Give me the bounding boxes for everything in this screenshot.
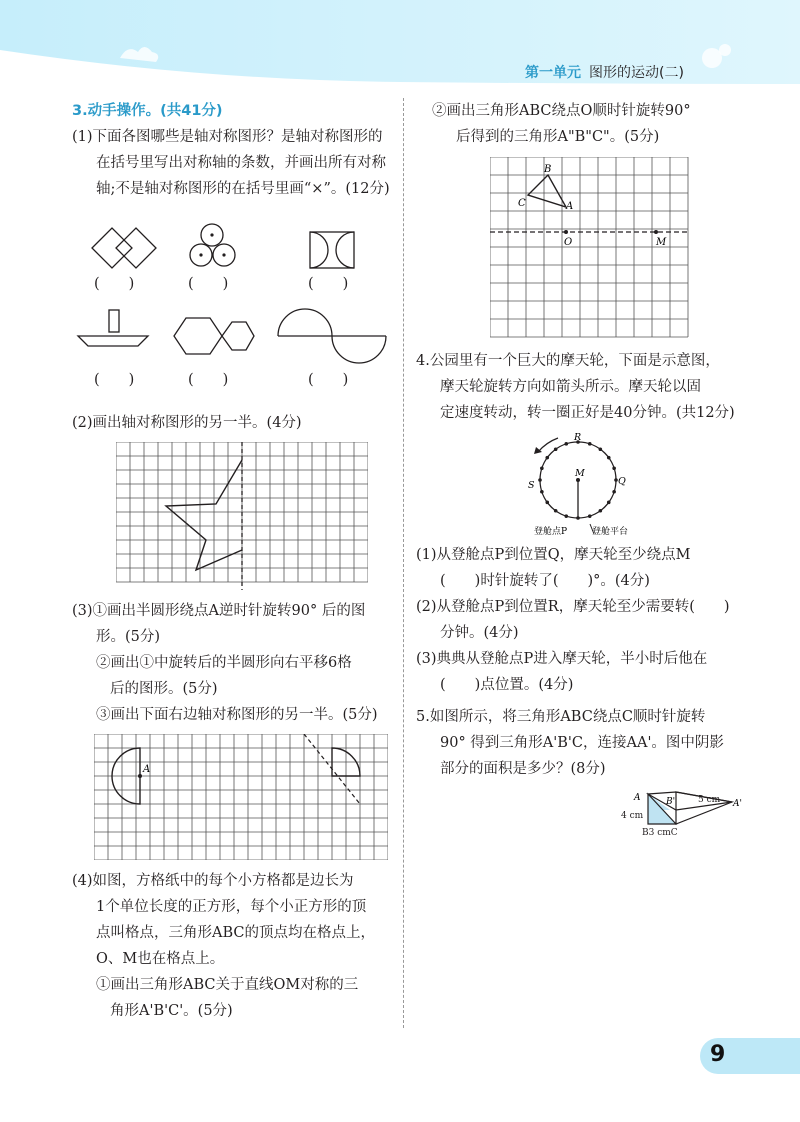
label-b-prime: B' [666, 797, 676, 807]
diamond-shape [92, 228, 132, 268]
q4-sub-line: 分钟。(4分) [440, 625, 519, 641]
q3-3 [72, 598, 392, 728]
cabin-dot [545, 456, 549, 460]
q3-4b [432, 98, 762, 150]
cabin-dot [612, 466, 616, 470]
label-m: M [656, 237, 667, 248]
cabin-dot [607, 456, 611, 460]
platform-label: 登舱平台 [592, 527, 629, 537]
q3-3-line: 后的图形。(5分) [110, 681, 218, 697]
cabin-dot [564, 442, 568, 446]
label-bottom: B3 cmC [642, 828, 678, 838]
label-c: C [518, 198, 526, 209]
q3-1-line: 轴;不是轴对称图形的在括号里画“×”。(12分) [96, 181, 390, 197]
triangle-abc [528, 175, 566, 207]
q3-4 [72, 868, 402, 1024]
q4-subquestions [416, 542, 756, 698]
arc-shape [336, 232, 354, 268]
point-m [654, 230, 658, 234]
half-star-grid [116, 442, 368, 592]
rotation-grid [94, 734, 388, 860]
q3-4-line: ①画出三角形ABC关于直线OM对称的三 [96, 977, 359, 993]
q3-3-line: ②画出①中旋转后的半圆形向右平移6格 [96, 655, 352, 671]
q3-3-line: 形。(5分) [96, 629, 161, 645]
q3-title: 3.动手操作。(共41分) [72, 103, 223, 119]
page-header [0, 0, 800, 90]
q3-4b-line: 后得到的三角形A"B"C"。(5分) [456, 129, 660, 145]
q3-1-line: (1)下面各图哪些是轴对称图形？是轴对称图形的 [72, 129, 383, 145]
q3-4b-line: ②画出三角形ABC绕点O顺时针旋转90° [432, 103, 691, 119]
cabin-dot [538, 478, 542, 482]
cabin-dot [607, 501, 611, 505]
cabin-dot [599, 447, 603, 451]
answer-blank[interactable]: ( ) [308, 372, 349, 388]
q4-sub-line: ( )时针旋转了( )°。(4分) [440, 573, 650, 589]
left-column [72, 98, 392, 202]
label-r: R [574, 432, 582, 443]
coordinate-grid [490, 157, 692, 345]
q4-sub-line: (3)典典从登舱点P进入摩天轮，半小时后他在 [416, 651, 708, 667]
point-a [138, 774, 142, 778]
point-o [564, 230, 568, 234]
label-b: B [544, 164, 552, 175]
q4 [416, 348, 756, 426]
q5-line: 90° 得到三角形A'B'C，连接AA'。图中阴影 [440, 735, 724, 751]
label-a-prime: A' [733, 799, 742, 809]
label-m: M [575, 468, 585, 479]
cabin-dot [554, 509, 558, 513]
label-a: A [143, 764, 151, 775]
answer-blank[interactable]: ( ) [188, 276, 229, 292]
square-shape [310, 232, 354, 268]
q3-1-line: 在括号里写出对称轴的条数，并画出所有对称 [96, 155, 386, 171]
header-title [525, 62, 684, 82]
answer-blank[interactable]: ( ) [308, 276, 349, 292]
cabin-dot [599, 509, 603, 513]
answer-blank[interactable]: ( ) [188, 372, 229, 388]
label-a: A [634, 793, 641, 803]
q3-4-line: (4)如图，方格纸中的每个小方格都是边长为 [72, 873, 354, 889]
hexagon-shape [174, 318, 222, 354]
label-side-5: 5 cm [698, 795, 721, 805]
boat-mast [109, 310, 119, 332]
q4-line: 摩天轮旋转方向如箭头所示。摩天轮以固 [440, 379, 701, 395]
label-side-4: 4 cm [621, 811, 644, 821]
boat-hull [78, 336, 148, 346]
label-q: Q [618, 476, 626, 487]
q3-4-line: 点叫格点，三角形ABC的顶点均在格点上， [96, 925, 375, 941]
cabin-dot [540, 490, 544, 494]
cabin-dot [540, 466, 544, 470]
hexagon-shape [222, 322, 254, 350]
cabin-dot [545, 501, 549, 505]
q4-line: 4.公园里有一个巨大的摩天轮，下面是示意图， [416, 353, 720, 369]
rotated-triangle-diagram [620, 788, 750, 830]
q3-4-line: 角形A'B'C'。(5分) [110, 1003, 233, 1019]
q5-line: 5.如图所示，将三角形ABC绕点C顺时针旋转 [416, 709, 706, 725]
cabin-dot [612, 490, 616, 494]
q4-sub-line: ( )点位置。(4分) [440, 677, 574, 693]
diamond-shape [116, 228, 156, 268]
q3-3-line: (3)①画出半圆形绕点A逆时针旋转90° 后的图 [72, 603, 366, 619]
answer-row-2 [94, 368, 394, 388]
answer-row-1 [94, 272, 394, 292]
cabin-dot [588, 514, 592, 518]
q4-sub-line: (2)从登舱点P到位置R，摩天轮至少需要转( ) [416, 599, 730, 615]
q3-4-line: O、M也在格点上。 [96, 951, 225, 967]
q3-3-line: ③画出下面右边轴对称图形的另一半。(5分) [96, 707, 378, 723]
cabin-dot [564, 514, 568, 518]
arc-shape [310, 232, 328, 268]
answer-blank[interactable]: ( ) [94, 372, 135, 388]
q5-line: 部分的面积是多少？(8分) [440, 761, 606, 777]
chapter-title: 图形的运动(二) [589, 65, 684, 81]
label-a: A [566, 201, 574, 212]
page-number: 9 [710, 1042, 726, 1067]
q3-2: (2)画出轴对称图形的另一半。(4分) [72, 415, 302, 431]
q4-sub-line: (1)从登舱点P到位置Q，摩天轮至少绕点M [416, 547, 691, 563]
column-divider [403, 98, 404, 1028]
answer-blank[interactable]: ( ) [94, 276, 135, 292]
ferris-wheel-diagram [520, 432, 650, 540]
page-number-tab [700, 1038, 800, 1074]
label-s: S [528, 480, 535, 491]
boarding-point-label: 登舱点P [534, 527, 568, 537]
cabin-dot [588, 442, 592, 446]
q4-line: 定速度转动，转一圈正好是40分钟。(共12分) [440, 405, 735, 421]
half-star-shape [166, 460, 242, 570]
cabin-dot [554, 447, 558, 451]
unit-label: 第一单元 [525, 65, 581, 81]
q3-4-line: 1个单位长度的正方形，每个小正方形的顶 [96, 899, 367, 915]
label-o: O [564, 237, 573, 248]
q5 [416, 704, 756, 782]
